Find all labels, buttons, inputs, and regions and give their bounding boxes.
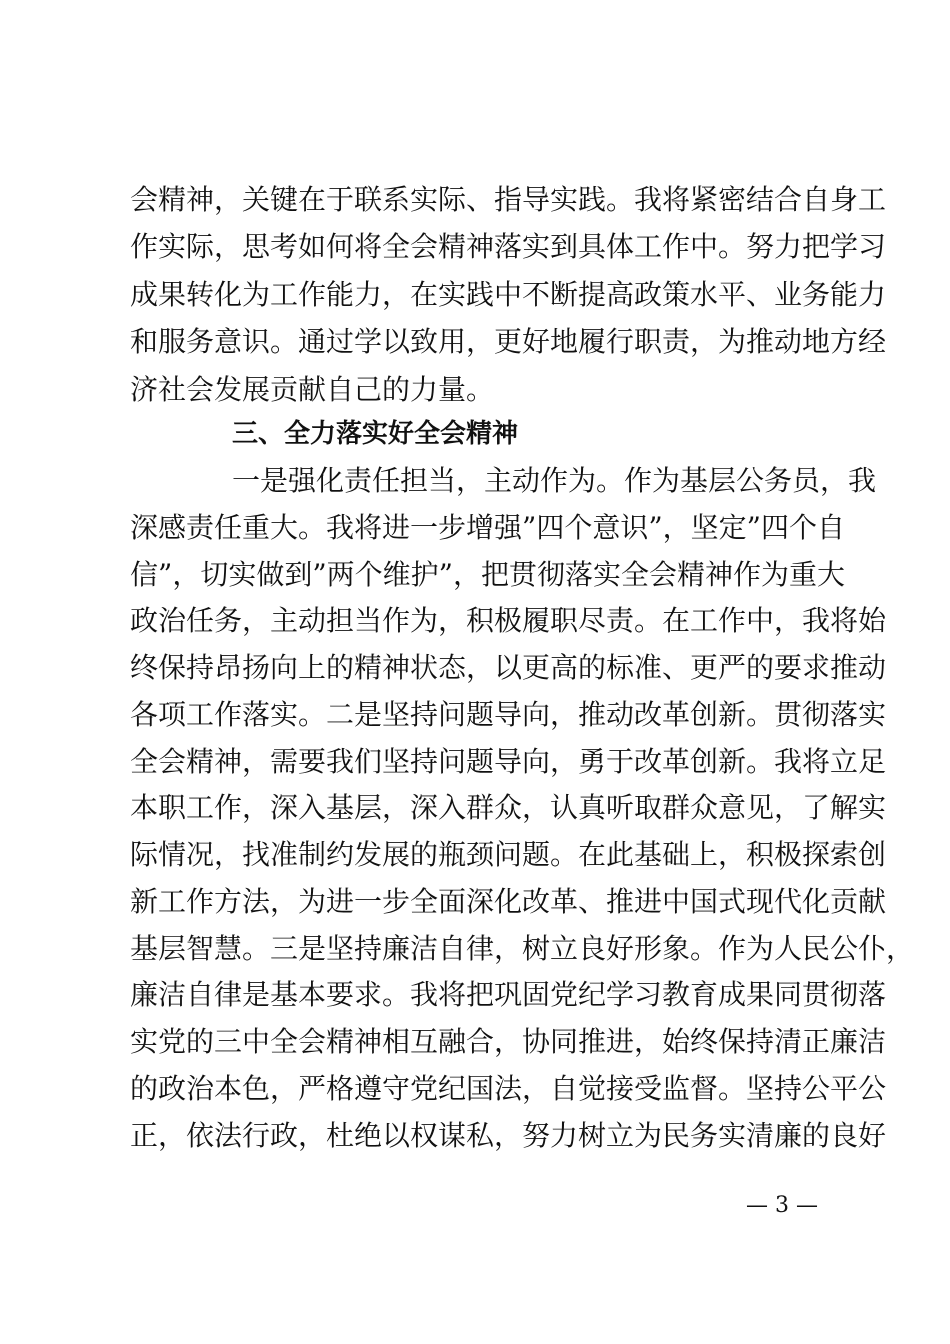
paragraph-line: 成果转化为工作能力，在实践中不断提高政策水平、业务能力 [130, 278, 887, 311]
paragraph-line: 廉洁自律是基本要求。我将把巩固党纪学习教育成果同贯彻落 [130, 978, 887, 1011]
paragraph-line: 深感责任重大。我将进一步增强”四个意识”，坚定”四个自 [130, 511, 845, 544]
paragraph-line: 基层智慧。三是坚持廉洁自律，树立良好形象。作为人民公仆， [130, 932, 915, 965]
paragraph-line: 本职工作，深入基层，深入群众，认真听取群众意见，了解实 [130, 791, 887, 824]
page-number: — 3 — [746, 1193, 818, 1218]
paragraph-line: 政治任务，主动担当作为，积极履职尽责。在工作中，我将始 [130, 604, 887, 637]
paragraph-line: 济社会发展贡献自己的力量。 [130, 373, 495, 406]
paragraph-line: 信”，切实做到”两个维护”，把贯彻落实全会精神作为重大 [130, 558, 845, 591]
paragraph-line: 终保持昂扬向上的精神状态，以更高的标准、更严的要求推动 [130, 651, 887, 684]
paragraph-line: 实党的三中全会精神相互融合，协同推进，始终保持清正廉洁 [130, 1025, 887, 1058]
paragraph-line: 会精神，关键在于联系实际、指导实践。我将紧密结合自身工 [130, 183, 887, 216]
paragraph-line: 全会精神，需要我们坚持问题导向，勇于改革创新。我将立足 [130, 745, 887, 778]
paragraph-line: 一是强化责任担当，主动作为。作为基层公务员，我 [232, 464, 877, 497]
paragraph-line: 际情况，找准制约发展的瓶颈问题。在此基础上，积极探索创 [130, 838, 887, 871]
paragraph-line: 和服务意识。通过学以致用，更好地履行职责，为推动地方经 [130, 325, 887, 358]
paragraph-line: 正，依法行政，杜绝以权谋私，努力树立为民务实清廉的良好 [130, 1119, 887, 1152]
paragraph-line: 的政治本色，严格遵守党纪国法，自觉接受监督。坚持公平公 [130, 1072, 887, 1105]
paragraph-line: 作实际，思考如何将全会精神落实到具体工作中。努力把学习 [130, 230, 887, 263]
paragraph-line: 新工作方法，为进一步全面深化改革、推进中国式现代化贡献 [130, 885, 887, 918]
paragraph-line: 各项工作落实。二是坚持问题导向，推动改革创新。贯彻落实 [130, 698, 887, 731]
section-heading: 三、全力落实好全会精神 [232, 419, 519, 449]
